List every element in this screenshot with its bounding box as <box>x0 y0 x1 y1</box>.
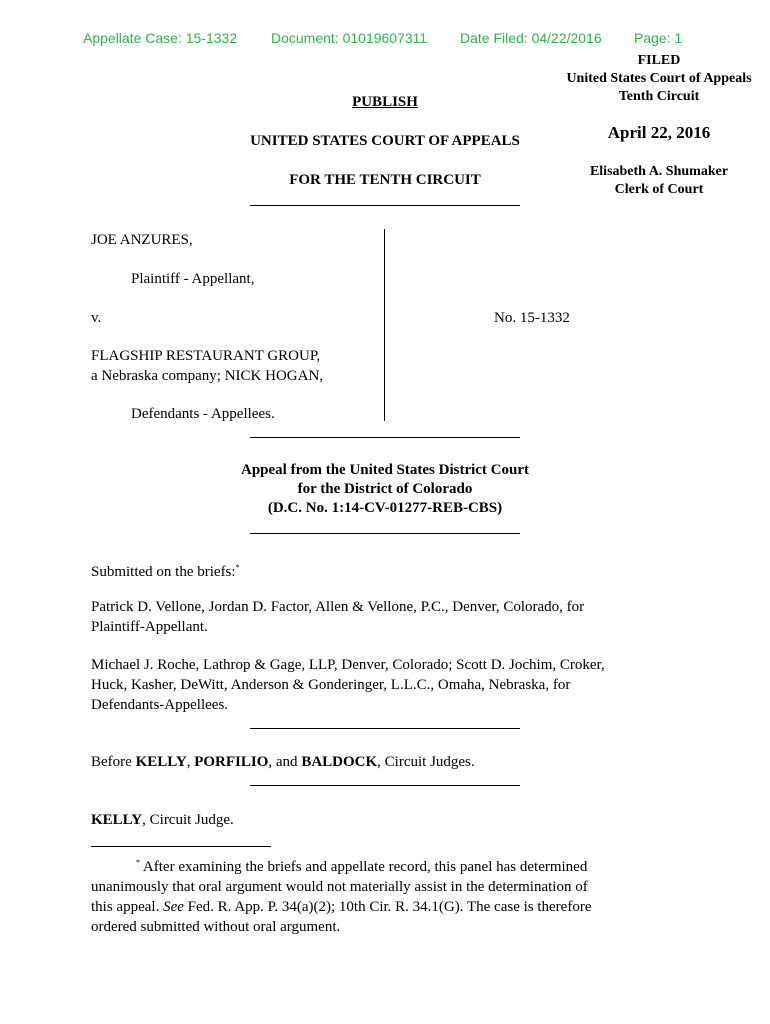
footnote-line: ordered submitted without oral argument. <box>91 919 341 935</box>
panel-line <box>91 752 475 772</box>
header-case: Appellate Case: 15-1332 <box>83 30 238 46</box>
divider <box>250 533 520 534</box>
judge-name: PORFILIO <box>194 754 269 770</box>
panel-suffix: , Circuit Judges. <box>377 754 475 770</box>
defendant-name: FLAGSHIP RESTAURANT GROUP, <box>91 348 321 364</box>
counsel-appellee: Huck, Kasher, DeWitt, Anderson & Gonderinger, L.L.C., Omaha, Nebraska, for <box>91 677 571 693</box>
filed-date: April 22, 2016 <box>607 123 711 142</box>
divider <box>250 728 520 729</box>
appeal-line: (D.C. No. 1:14-CV-01277-REB-CBS) <box>267 500 503 516</box>
circuit-name: FOR THE TENTH CIRCUIT <box>289 172 481 188</box>
publish-label: PUBLISH <box>352 94 418 110</box>
appeal-line: for the District of Colorado <box>297 481 473 497</box>
author-suffix: , Circuit Judge. <box>142 812 234 828</box>
divider <box>250 785 520 786</box>
submitted-line <box>91 558 240 582</box>
divider <box>250 205 520 206</box>
defendant-role: Defendants - Appellees. <box>131 406 275 422</box>
header-page: Page: 1 <box>634 30 683 46</box>
submitted-text: Submitted on the briefs: <box>91 564 236 580</box>
clerk-title: Clerk of Court <box>614 182 704 197</box>
counsel-appellant: Plaintiff-Appellant. <box>91 619 208 635</box>
footnote <box>91 853 691 937</box>
footnote-marker: * <box>235 563 240 572</box>
caption-separator <box>384 229 385 421</box>
court-name: UNITED STATES COURT OF APPEALS <box>250 133 520 149</box>
panel-before: Before <box>91 754 136 770</box>
footnote-marker: * <box>136 858 140 867</box>
judge-name: BALDOCK <box>301 754 378 770</box>
author-judge: KELLY <box>91 812 143 828</box>
panel-separator: , <box>186 754 195 770</box>
versus: v. <box>91 310 102 326</box>
counsel-appellee: Michael J. Roche, Lathrop & Gage, LLP, Denver, Colorado; Scott D. Jochim, Croker, <box>91 657 605 673</box>
panel-separator: , and <box>268 754 302 770</box>
filed-label: FILED <box>637 53 681 68</box>
counsel-appellant: Patrick D. Vellone, Jordan D. Factor, Allen & Vellone, P.C., Denver, Colorado, for <box>91 599 585 615</box>
plaintiff-role: Plaintiff - Appellant, <box>131 271 255 287</box>
clerk-name: Elisabeth A. Shumaker <box>589 164 729 179</box>
header-date-filed: Date Filed: 04/22/2016 <box>460 30 602 46</box>
plaintiff-name: JOE ANZURES, <box>91 232 193 248</box>
divider <box>250 437 520 438</box>
defendant-description: a Nebraska company; NICK HOGAN, <box>91 368 324 384</box>
appeal-line: Appeal from the United States District Court <box>240 462 530 478</box>
footnote-line: * After examining the briefs and appellate record, this panel has determined <box>136 858 588 875</box>
header-document: Document: 01019607311 <box>271 30 428 46</box>
counsel-appellee: Defendants-Appellees. <box>91 697 229 713</box>
author-line <box>91 810 234 830</box>
case-number: No. 15-1332 <box>494 310 570 326</box>
footnote-rule <box>91 846 271 847</box>
filed-circuit: Tenth Circuit <box>618 89 700 104</box>
filed-court: United States Court of Appeals <box>566 71 752 86</box>
citation-signal: See <box>163 899 184 915</box>
footnote-line: unanimously that oral argument would not materially assist in the determination of <box>91 879 588 895</box>
footnote-line: this appeal. See Fed. R. App. P. 34(a)(2); 10th Cir. R. 34.1(G). The case is therefore <box>91 899 592 915</box>
judge-name: KELLY <box>135 754 187 770</box>
